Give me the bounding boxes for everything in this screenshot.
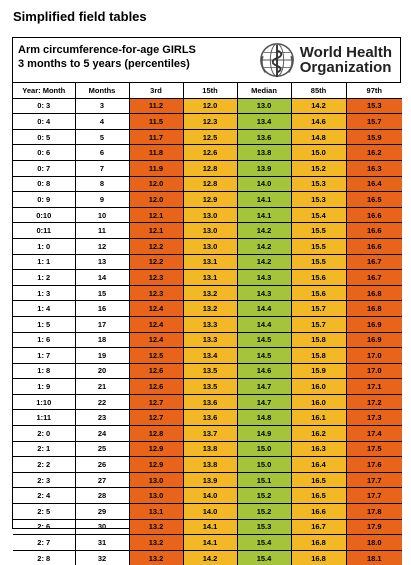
p85-column-cell: 15.5 — [291, 238, 346, 254]
table-title — [18, 43, 196, 71]
months-column-cell: 12 — [75, 238, 129, 254]
p85-column-cell: 15.7 — [291, 301, 346, 317]
p3-column-cell: 12.5 — [129, 348, 183, 364]
p85-column-cell: 15.9 — [291, 363, 346, 379]
column-header-p3-column: 3rd — [129, 83, 183, 98]
p15-column-cell: 13.9 — [183, 472, 237, 488]
months-column-cell: 23 — [75, 410, 129, 426]
p3-column-cell: 13.2 — [129, 519, 183, 535]
age-column-cell: 1: 7 — [13, 348, 75, 364]
p15-column-cell: 14.1 — [183, 519, 237, 535]
p97-column-cell: 17.5 — [346, 441, 402, 457]
title-line-1: Arm circumference-for-age GIRLS — [18, 44, 196, 56]
p3-column-cell: 13.2 — [129, 550, 183, 565]
p3-column-cell: 12.9 — [129, 457, 183, 473]
p3-column-cell: 11.8 — [129, 145, 183, 161]
p3-column-cell: 12.6 — [129, 363, 183, 379]
p97-column-cell: 15.7 — [346, 114, 402, 130]
median-column-cell: 15.0 — [237, 457, 291, 473]
p3-column-cell: 12.3 — [129, 285, 183, 301]
age-column-cell: 1: 6 — [13, 332, 75, 348]
p3-column-cell: 12.7 — [129, 394, 183, 410]
median-column-cell: 14.4 — [237, 301, 291, 317]
p15-column-cell: 13.8 — [183, 457, 237, 473]
p3-column-cell: 12.4 — [129, 301, 183, 317]
months-column-cell: 27 — [75, 472, 129, 488]
p15-column-cell: 13.0 — [183, 238, 237, 254]
p97-column-cell: 17.2 — [346, 394, 402, 410]
p85-column-cell: 16.2 — [291, 426, 346, 442]
median-column-cell: 14.7 — [237, 394, 291, 410]
p3-column-cell: 11.9 — [129, 160, 183, 176]
median-column-cell: 15.3 — [237, 519, 291, 535]
p97-column-cell: 17.0 — [346, 363, 402, 379]
p3-column-cell: 13.1 — [129, 504, 183, 520]
table-row — [13, 535, 402, 551]
p97-column-cell: 16.3 — [346, 160, 402, 176]
p3-column-cell: 12.4 — [129, 316, 183, 332]
age-column-cell: 1:10 — [13, 394, 75, 410]
table-row — [13, 192, 402, 208]
p3-column-cell: 12.3 — [129, 270, 183, 286]
table-row — [13, 363, 402, 379]
p15-column-cell: 13.8 — [183, 441, 237, 457]
table-row — [13, 410, 402, 426]
p85-column-cell: 15.5 — [291, 254, 346, 270]
p3-column-cell: 12.4 — [129, 332, 183, 348]
months-column-cell: 14 — [75, 270, 129, 286]
p97-column-cell: 17.1 — [346, 379, 402, 395]
median-column-cell: 14.6 — [237, 363, 291, 379]
p15-column-cell: 12.5 — [183, 129, 237, 145]
months-column-cell: 16 — [75, 301, 129, 317]
percentile-table — [13, 83, 402, 565]
column-header-age-column: Year: Month — [13, 83, 75, 98]
months-column-cell: 9 — [75, 192, 129, 208]
column-header-row — [13, 83, 402, 98]
p15-column-cell: 13.4 — [183, 348, 237, 364]
p15-column-cell: 12.8 — [183, 160, 237, 176]
months-column-cell: 32 — [75, 550, 129, 565]
age-column-cell: 2: 7 — [13, 535, 75, 551]
p97-column-cell: 17.0 — [346, 348, 402, 364]
months-column-cell: 31 — [75, 535, 129, 551]
median-column-cell: 14.2 — [237, 238, 291, 254]
p15-column-cell: 13.1 — [183, 254, 237, 270]
p3-column-cell: 11.7 — [129, 129, 183, 145]
age-column-cell: 0: 8 — [13, 176, 75, 192]
age-column-cell: 2: 4 — [13, 488, 75, 504]
p97-column-cell: 16.6 — [346, 223, 402, 239]
p85-column-cell: 16.0 — [291, 379, 346, 395]
table-row — [13, 114, 402, 130]
p97-column-cell: 16.8 — [346, 285, 402, 301]
p15-column-cell: 13.5 — [183, 379, 237, 395]
table-row — [13, 301, 402, 317]
p97-column-cell: 17.7 — [346, 488, 402, 504]
table-row — [13, 488, 402, 504]
who-name-line-2: Organization — [299, 59, 392, 76]
median-column-cell: 14.4 — [237, 316, 291, 332]
p15-column-cell: 13.1 — [183, 270, 237, 286]
months-column-cell: 28 — [75, 488, 129, 504]
p3-column-cell: 12.1 — [129, 207, 183, 223]
p85-column-cell: 15.8 — [291, 332, 346, 348]
table-row — [13, 457, 402, 473]
age-column-cell: 1: 0 — [13, 238, 75, 254]
table-row — [13, 176, 402, 192]
months-column-cell: 13 — [75, 254, 129, 270]
table-row — [13, 316, 402, 332]
age-column-cell: 0: 6 — [13, 145, 75, 161]
median-column-cell: 14.1 — [237, 207, 291, 223]
p85-column-cell: 16.5 — [291, 472, 346, 488]
months-column-cell: 11 — [75, 223, 129, 239]
median-column-cell: 14.7 — [237, 379, 291, 395]
p85-column-cell: 15.2 — [291, 160, 346, 176]
p85-column-cell: 15.7 — [291, 316, 346, 332]
p3-column-cell: 11.5 — [129, 114, 183, 130]
p97-column-cell: 16.6 — [346, 238, 402, 254]
p15-column-cell: 13.6 — [183, 410, 237, 426]
months-column-cell: 22 — [75, 394, 129, 410]
p85-column-cell: 16.0 — [291, 394, 346, 410]
months-column-cell: 24 — [75, 426, 129, 442]
months-column-cell: 4 — [75, 114, 129, 130]
table-row — [13, 160, 402, 176]
p3-column-cell: 12.2 — [129, 254, 183, 270]
p15-column-cell: 12.8 — [183, 176, 237, 192]
months-column-cell: 7 — [75, 160, 129, 176]
who-logo — [258, 41, 392, 79]
p97-column-cell: 17.7 — [346, 472, 402, 488]
age-column-cell: 2: 5 — [13, 504, 75, 520]
p15-column-cell: 13.5 — [183, 363, 237, 379]
p15-column-cell: 13.0 — [183, 207, 237, 223]
p85-column-cell: 15.0 — [291, 145, 346, 161]
age-column-cell: 2: 8 — [13, 550, 75, 565]
p15-column-cell: 13.6 — [183, 394, 237, 410]
table-row — [13, 504, 402, 520]
who-name-line-1: World Health — [299, 44, 392, 61]
median-column-cell: 14.0 — [237, 176, 291, 192]
median-column-cell: 14.1 — [237, 192, 291, 208]
months-column-cell: 19 — [75, 348, 129, 364]
age-column-cell: 2: 1 — [13, 441, 75, 457]
p85-column-cell: 15.3 — [291, 176, 346, 192]
p85-column-cell: 15.4 — [291, 207, 346, 223]
table-row — [13, 426, 402, 442]
age-column-cell: 0: 4 — [13, 114, 75, 130]
p3-column-cell: 12.2 — [129, 238, 183, 254]
p97-column-cell: 16.4 — [346, 176, 402, 192]
p97-column-cell: 16.5 — [346, 192, 402, 208]
p85-column-cell: 16.1 — [291, 410, 346, 426]
column-header-p85-column: 85th — [291, 83, 346, 98]
months-column-cell: 26 — [75, 457, 129, 473]
p85-column-cell: 16.8 — [291, 550, 346, 565]
title-line-2: 3 months to 5 years (percentiles) — [18, 58, 190, 70]
median-column-cell: 14.8 — [237, 410, 291, 426]
age-column-cell: 0: 9 — [13, 192, 75, 208]
months-column-cell: 30 — [75, 519, 129, 535]
months-column-cell: 6 — [75, 145, 129, 161]
median-column-cell: 13.6 — [237, 129, 291, 145]
column-header-p15-column: 15th — [183, 83, 237, 98]
who-name — [300, 45, 392, 75]
months-column-cell: 25 — [75, 441, 129, 457]
median-column-cell: 13.4 — [237, 114, 291, 130]
p15-column-cell: 12.3 — [183, 114, 237, 130]
months-column-cell: 18 — [75, 332, 129, 348]
age-column-cell: 2: 0 — [13, 426, 75, 442]
p15-column-cell: 12.0 — [183, 98, 237, 114]
p85-column-cell: 16.6 — [291, 504, 346, 520]
table-row — [13, 145, 402, 161]
median-column-cell: 14.9 — [237, 426, 291, 442]
page-heading: Simplified field tables — [13, 9, 147, 24]
table-body — [13, 98, 402, 565]
column-header-p97-column: 97th — [346, 83, 402, 98]
age-column-cell: 1: 2 — [13, 270, 75, 286]
p85-column-cell: 16.3 — [291, 441, 346, 457]
age-column-cell: 2: 3 — [13, 472, 75, 488]
age-column-cell: 0: 5 — [13, 129, 75, 145]
p3-column-cell: 12.6 — [129, 379, 183, 395]
age-column-cell: 1: 9 — [13, 379, 75, 395]
p97-column-cell: 17.8 — [346, 504, 402, 520]
p15-column-cell: 14.0 — [183, 488, 237, 504]
table-row — [13, 550, 402, 565]
table-row — [13, 98, 402, 114]
p85-column-cell: 15.3 — [291, 192, 346, 208]
median-column-cell: 13.0 — [237, 98, 291, 114]
p97-column-cell: 15.9 — [346, 129, 402, 145]
p85-column-cell: 15.6 — [291, 285, 346, 301]
p3-column-cell: 12.1 — [129, 223, 183, 239]
p85-column-cell: 16.5 — [291, 488, 346, 504]
who-emblem-icon — [258, 41, 296, 79]
age-column-cell: 0: 3 — [13, 98, 75, 114]
median-column-cell: 13.8 — [237, 145, 291, 161]
p3-column-cell: 12.7 — [129, 410, 183, 426]
table-row — [13, 270, 402, 286]
p3-column-cell: 13.0 — [129, 488, 183, 504]
p97-column-cell: 16.7 — [346, 254, 402, 270]
p97-column-cell: 18.0 — [346, 535, 402, 551]
column-header-months-column: Months — [75, 83, 129, 98]
age-column-cell: 1:11 — [13, 410, 75, 426]
p15-column-cell: 14.0 — [183, 504, 237, 520]
median-column-cell: 14.5 — [237, 348, 291, 364]
age-column-cell: 0:11 — [13, 223, 75, 239]
p97-column-cell: 16.2 — [346, 145, 402, 161]
p85-column-cell: 14.6 — [291, 114, 346, 130]
median-column-cell: 15.4 — [237, 550, 291, 565]
p15-column-cell: 13.2 — [183, 301, 237, 317]
p15-column-cell: 12.9 — [183, 192, 237, 208]
p85-column-cell: 15.6 — [291, 270, 346, 286]
table-row — [13, 254, 402, 270]
p3-column-cell: 12.9 — [129, 441, 183, 457]
months-column-cell: 5 — [75, 129, 129, 145]
p97-column-cell: 17.6 — [346, 457, 402, 473]
median-column-cell: 14.2 — [237, 223, 291, 239]
p3-column-cell: 12.8 — [129, 426, 183, 442]
p15-column-cell: 13.3 — [183, 332, 237, 348]
months-column-cell: 8 — [75, 176, 129, 192]
p85-column-cell: 15.5 — [291, 223, 346, 239]
median-column-cell: 15.1 — [237, 472, 291, 488]
median-column-cell: 15.0 — [237, 441, 291, 457]
p15-column-cell: 12.6 — [183, 145, 237, 161]
p15-column-cell: 13.0 — [183, 223, 237, 239]
age-column-cell: 1: 4 — [13, 301, 75, 317]
table-row — [13, 394, 402, 410]
median-column-cell: 13.9 — [237, 160, 291, 176]
months-column-cell: 15 — [75, 285, 129, 301]
table-row — [13, 129, 402, 145]
table-row — [13, 223, 402, 239]
months-column-cell: 21 — [75, 379, 129, 395]
table-row — [13, 472, 402, 488]
p97-column-cell: 16.7 — [346, 270, 402, 286]
months-column-cell: 29 — [75, 504, 129, 520]
p15-column-cell: 13.2 — [183, 285, 237, 301]
table-row — [13, 519, 402, 535]
p97-column-cell: 17.9 — [346, 519, 402, 535]
p3-column-cell: 12.0 — [129, 192, 183, 208]
p15-column-cell: 13.3 — [183, 316, 237, 332]
column-header-median-column: Median — [237, 83, 291, 98]
age-column-cell: 2: 2 — [13, 457, 75, 473]
months-column-cell: 3 — [75, 98, 129, 114]
table-row — [13, 332, 402, 348]
age-column-cell: 1: 5 — [13, 316, 75, 332]
table-card — [12, 37, 401, 563]
months-column-cell: 17 — [75, 316, 129, 332]
p97-column-cell: 16.6 — [346, 207, 402, 223]
months-column-cell: 10 — [75, 207, 129, 223]
p85-column-cell: 14.2 — [291, 98, 346, 114]
table-row — [13, 207, 402, 223]
median-column-cell: 14.3 — [237, 285, 291, 301]
table-row — [13, 379, 402, 395]
p97-column-cell: 16.9 — [346, 316, 402, 332]
months-column-cell: 20 — [75, 363, 129, 379]
p3-column-cell: 13.0 — [129, 472, 183, 488]
table-header — [13, 38, 400, 83]
median-column-cell: 15.2 — [237, 488, 291, 504]
age-column-cell: 1: 3 — [13, 285, 75, 301]
table-row — [13, 441, 402, 457]
age-column-cell: 0: 7 — [13, 160, 75, 176]
p97-column-cell: 16.8 — [346, 301, 402, 317]
p97-column-cell: 18.1 — [346, 550, 402, 565]
median-column-cell: 14.3 — [237, 270, 291, 286]
p97-column-cell: 17.3 — [346, 410, 402, 426]
p85-column-cell: 14.8 — [291, 129, 346, 145]
p85-column-cell: 16.4 — [291, 457, 346, 473]
age-column-cell: 1: 1 — [13, 254, 75, 270]
median-column-cell: 15.4 — [237, 535, 291, 551]
median-column-cell: 14.2 — [237, 254, 291, 270]
median-column-cell: 15.2 — [237, 504, 291, 520]
age-column-cell: 0:10 — [13, 207, 75, 223]
table-row — [13, 285, 402, 301]
p15-column-cell: 14.1 — [183, 535, 237, 551]
p85-column-cell: 15.8 — [291, 348, 346, 364]
median-column-cell: 14.5 — [237, 332, 291, 348]
p15-column-cell: 13.7 — [183, 426, 237, 442]
p85-column-cell: 16.7 — [291, 519, 346, 535]
table-row — [13, 348, 402, 364]
p3-column-cell: 12.0 — [129, 176, 183, 192]
p97-column-cell: 17.4 — [346, 426, 402, 442]
p3-column-cell: 13.2 — [129, 535, 183, 551]
p3-column-cell: 11.2 — [129, 98, 183, 114]
table-row — [13, 238, 402, 254]
age-column-cell: 1: 8 — [13, 363, 75, 379]
age-column-cell: 2: 6 — [13, 519, 75, 535]
p85-column-cell: 16.8 — [291, 535, 346, 551]
p97-column-cell: 15.3 — [346, 98, 402, 114]
p15-column-cell: 14.2 — [183, 550, 237, 565]
p97-column-cell: 16.9 — [346, 332, 402, 348]
